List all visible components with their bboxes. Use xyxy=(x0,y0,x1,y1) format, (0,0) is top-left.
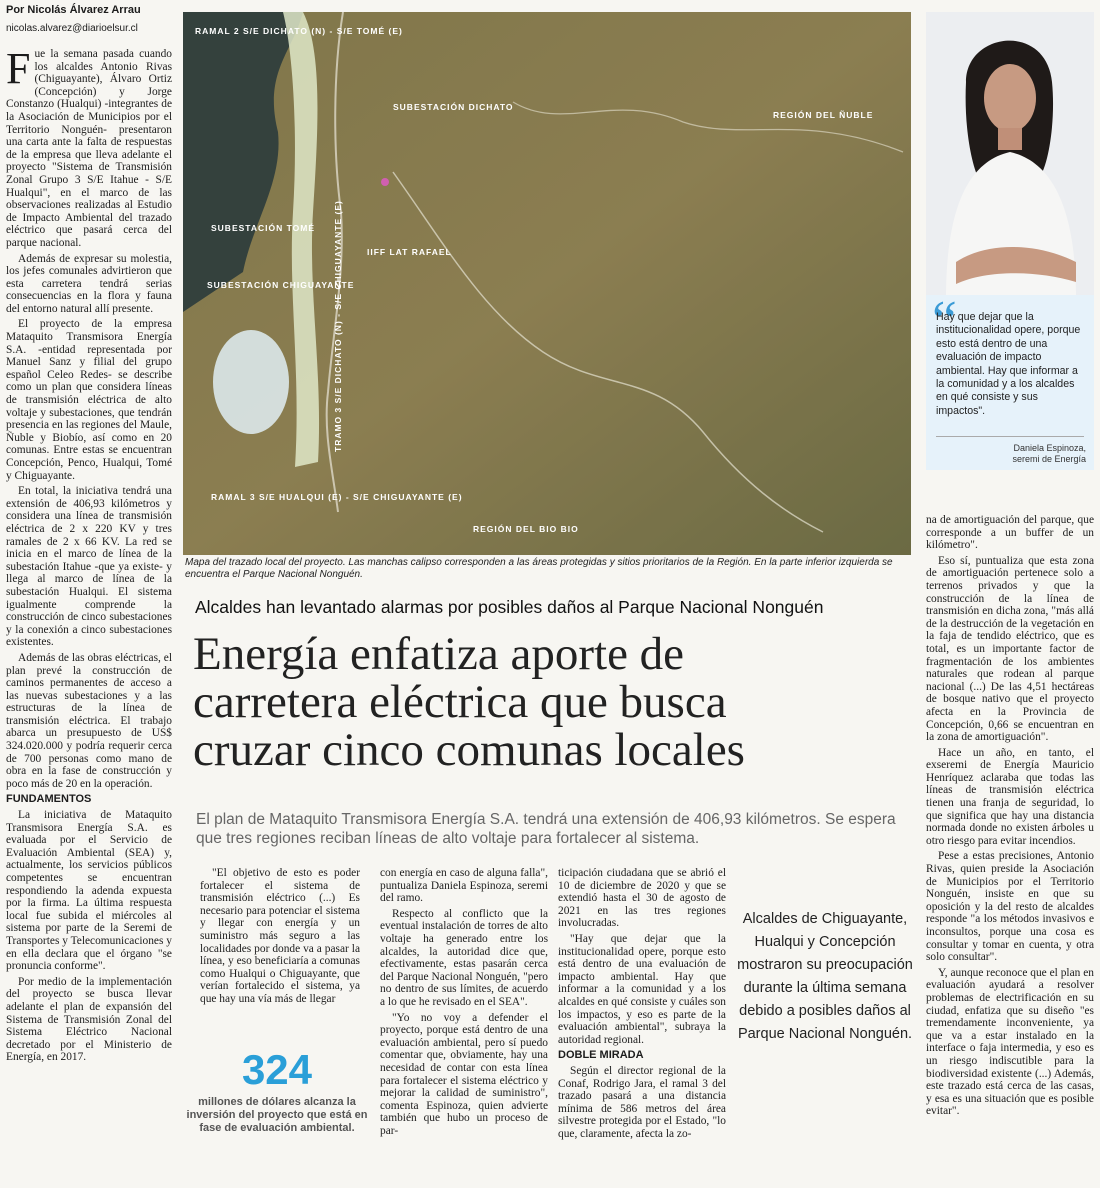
author-email[interactable]: nicolas.alvarez@diarioelsur.cl xyxy=(6,23,138,34)
quote-role: seremi de Energía xyxy=(1012,454,1086,464)
headline-line: cruzar cinco comunas locales xyxy=(193,724,745,776)
article-column-3 xyxy=(380,867,548,1140)
stat-number: 324 xyxy=(241,1046,313,1093)
article-column-1 xyxy=(6,44,172,1067)
headline xyxy=(193,630,913,774)
paragraph: Respecto al conflicto que la eventual instalación de torres de alto voltaje ha generado entre los alcaldes, la autoridad dice que, efectivamente, estas pasarán cerca del Parque Nacional Nonguén, "pero no dentro de sus límites, de acuerdo a lo que he revisado en el SEA". xyxy=(380,907,548,1008)
paragraph: Según el director regional de la Conaf, Rodrigo Jara, el ramal 3 del trazado pasará a una distancia mínima de 586 metros del área silvestre protegida por el Estado, "lo que, claramente, afecta la zo- xyxy=(558,1064,726,1140)
satellite-map xyxy=(183,12,911,555)
parque-nonguen xyxy=(213,330,289,434)
paragraph: na de amortiguación del parque, que corresponde a un buffer de un kilómetro". xyxy=(926,514,1094,552)
paragraph: Hace un año, en tanto, el exseremi de Energía Mauricio Henríquez aclaraba que todas las líneas de transmisión eléctrica tienen una franja de seguridad, lo que significa que hay una distancia normada donde no existen árboles u otro riesgo para evitar incendios. xyxy=(926,746,1094,847)
subheading: FUNDAMENTOS xyxy=(6,793,92,806)
quote-box xyxy=(926,290,1094,470)
paragraph: El proyecto de la empresa Mataquito Transmisora Energía S.A. -entidad representada por Manuel Sanz y filial del grupo español Celeo Redes- se describe como un plan que considera líneas de transmisión eléctrica de alto voltaje y subestaciones, que tendrán presencia en las regiones del Maule, Ñuble y Biobío, así como en 20 comunas. Entre estas se encuentran Concepción, Penco, Hualqui, Tomé y Chiguayante. xyxy=(6,318,172,482)
paragraph: Además de las obras eléctricas, el plan prevé la construcción de caminos permanentes de acceso a las nuevas subestaciones y a las estructuras de la línea de transmisión eléctrica. El trabajo abarca un presupuesto de US$ 324.020.000 y podría requerir cerca de 700 personas como mano de obra en la fase de construcción y poco más de 20 en la operación. xyxy=(6,651,172,790)
map-label: SUBESTACIÓN CHIGUAYANTE xyxy=(207,280,355,290)
paragraph: ticipación ciudadana que se abrió el 10 de diciembre de 2020 y que se extendió hasta el 30 de agosto de 2021 en las tres regiones involucradas. xyxy=(558,867,726,930)
stat-box xyxy=(182,1048,372,1135)
map-caption: Mapa del trazado local del proyecto. Las manchas calipso corresponden a las áreas protegidas y sitios prioritarios de la Región. En la parte inferior izquierda se encuentra el Parque Nacional Nonguén. xyxy=(185,557,893,580)
paragraph: "El objetivo de esto es poder fortalecer el sistema de transmisión eléctrico (...) Es necesario para potenciar el sistema y llegar con energía y un suministro más seguro a las localidades por donde va a pasar la línea, y eso beneficiaría a comunas como Hualqui o Chiguayante, que verían fortalecido el sistema, ya que hay una vía más de llegar xyxy=(200,867,360,1005)
map-marker xyxy=(381,178,389,186)
paragraph: con energía en caso de alguna falla", puntualiza Daniela Espinoza, seremi del ramo. xyxy=(380,867,548,905)
divider xyxy=(936,436,1084,437)
quote-attribution xyxy=(1012,443,1086,465)
map-label: SUBESTACIÓN DICHATO xyxy=(393,102,514,112)
byline: Por Nicolás Álvarez Arrau xyxy=(6,4,141,16)
map-label: RAMAL 3 S/E HUALQUI (E) - S/E CHIGUAYANTE (E) xyxy=(211,492,463,502)
map-image xyxy=(183,12,911,555)
map-label: REGIÓN DEL ÑUBLE xyxy=(773,110,874,120)
article-column-4 xyxy=(558,867,726,1143)
quote-mark-icon: “ xyxy=(932,290,957,352)
map-label: IIFF LAT RAFAEL xyxy=(367,247,452,257)
map-label: REGIÓN DEL BIO BIO xyxy=(473,524,579,534)
stat-description: millones de dólares alcanza la inversión del proyecto que está en fase de evaluación ambiental. xyxy=(186,1096,368,1134)
portrait-image xyxy=(926,12,1094,299)
paragraph: Y, aunque reconoce que el plan en evaluación ayudará a resolver problemas de electrificación en su ciudad, enfatiza que su diseño "es tremendamente inconveniente, ya que va a estar instalado en la interface o faja intermedia, y eso es un riesgo indiscutible para la biodiversidad existente (...) Además, este trazado está cerca de las casas, y esa es una situación que es posible evitar". xyxy=(926,966,1094,1118)
article-column-2 xyxy=(200,867,360,1009)
kicker: Alcaldes han levantado alarmas por posibles daños al Parque Nacional Nonguén xyxy=(195,597,824,617)
paragraph: Pese a estas precisiones, Antonio Rivas, quien preside la Asociación de Municipios por el Territorio Nonguén, insiste en que su oposición y la del resto de alcaldes responde "a los métodos invasivos e inconsultos, porque una cosa es consultar y tomar en cuenta, y otra solo consultar". xyxy=(926,850,1094,964)
deck: El plan de Mataquito Transmisora Energía S.A. tendrá una extensión de 406,93 kilómetros. Se espera que tres regiones reciban líneas de alto voltaje para fortalecer al sistema. xyxy=(196,811,896,847)
map-label: RAMAL 2 S/E DICHATO (N) - S/E TOMÉ (E) xyxy=(195,26,403,36)
headline-line: Energía enfatiza aporte de xyxy=(193,628,685,680)
pull-quote: Alcaldes de Chiguayante, Hualqui y Concepción mostraron su preocupación durante la última semana debido a posibles daños al Parque Nacional Nonguén. xyxy=(737,911,913,1042)
dropcap: F xyxy=(6,44,31,93)
map-label: TRAMO 3 S/E DICHATO (N) - S/E CHIGUAYANTE (E) xyxy=(333,200,343,452)
paragraph: Por medio de la implementación del proyecto se busca llevar adelante el plan de expansión del Sistema de Transmisión Zonal del Sistema Eléctrico Nacional decretado por el Ministerio de Energía, en 2017. xyxy=(6,975,172,1064)
headline-line: carretera eléctrica que busca xyxy=(193,676,727,728)
paragraph: En total, la iniciativa tendrá una extensión de 406,93 kilómetros y considera una línea de transmisión eléctrica de 2 x 220 KV y tres ramales de 2 x 66 KV. La red se inicia en el marco de línea de la subestación Itahue -que ya existe- y llega al marco de línea de la subestación Hualqui. El sistema igualmente comprende la construcción de cinco subestaciones y la conexión a cinco subestaciones existentes. xyxy=(6,485,172,649)
paragraph: Además de expresar su molestia, los jefes comunales advirtieron que esta carretera tendrá serias consecuencias en la flora y fauna del entorno natural allí presente. xyxy=(6,252,172,315)
quote-name: Daniela Espinoza, xyxy=(1013,443,1086,453)
paragraph: La iniciativa de Mataquito Transmisora Energía S.A. es evaluada por el Servicio de Evaluación Ambiental (SEA) y, actualmente, los servicios públicos competentes se encuentran respondiendo la adenda expuesta por la firma. La última respuesta local fue subida el miércoles al sistema por parte de la Seremi de Transportes y Telecomunicaciones y en ella declara que el órgano "se pronuncia conforme". xyxy=(6,809,172,973)
paragraph: "Yo no voy a defender el proyecto, porque está dentro de una evaluación ambiental, pero sí puedo comentar que, obviamente, hay una necesidad de contar con esta línea para fortalecer el sistema eléctrico y mejorar la calidad de suministro", comenta Espinoza, quien advierte también que hubo un proceso de par- xyxy=(380,1011,548,1137)
subheading: DOBLE MIRADA xyxy=(558,1049,644,1062)
map-label: SUBESTACIÓN TOMÉ xyxy=(211,223,315,233)
paragraph: Eso sí, puntualiza que esta zona de amortiguación pertenece solo a terrenos privados y que la construcción de la línea de transmisión en dicha zona, "más allá de la destrucción de la vegetación en la faja de tendido eléctrico, que es total, es un importante factor de fragmentación de los ambientes naturales que rodean al parque nacional (...) De las 4,51 hectáreas de bosque nativo que el proyecto afecta en la Provincia de Concepción, 0,66 se encuentran en la zona de amortiguación". xyxy=(926,554,1094,744)
quote-text: Hay que dejar que la institucionalidad opere, porque esto está dentro de una evaluación de impacto ambiental. Hay que informar a la comunidad y a los alcaldes en qué consiste y sus impactos". xyxy=(936,311,1081,417)
portrait-photo xyxy=(926,12,1094,299)
article-column-5 xyxy=(926,514,1094,1121)
paragraph: ue la semana pasada cuando los alcaldes Antonio Rivas (Chiguayante), Álvaro Ortiz (Concepción) y Jorge Constanzo (Hualqui) -integrantes de la Asociación de Municipios por el Territorio Nonguén- presentaron una carta ante la falta de respuestas de la empresa que lleva adelante el proyecto "Sistema de Transmisión Zonal Grupo 3 S/E Itahue - S/E Hualqui", en el marco de las observaciones realizadas al Estudio de Impacto Ambiental del trazado eléctrico que pasará cerca del parque nacional. xyxy=(6,48,172,249)
paragraph: "Hay que dejar que la institucionalidad opere, porque esto está dentro de una evaluación de impacto ambiental. Hay que informar a la comunidad y a los alcaldes en qué consiste y cuáles son los impactos, y eso es parte de la evaluación ambiental", subraya la autoridad regional. xyxy=(558,932,726,1046)
